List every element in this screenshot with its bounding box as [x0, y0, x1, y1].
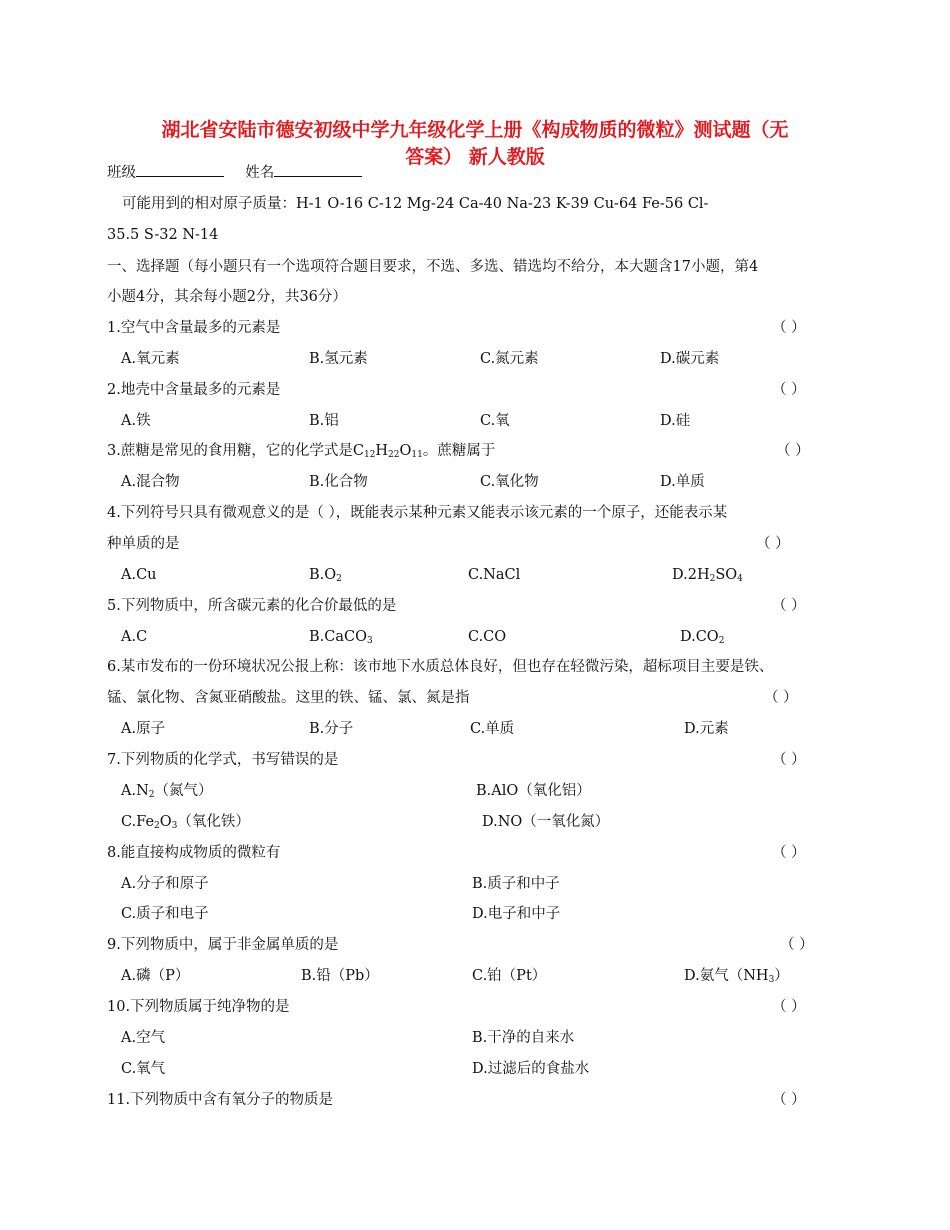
- question-1-stem: 1.空气中含量最多的元素是: [107, 320, 281, 336]
- question-3-option-c: C.氧化物: [480, 474, 539, 490]
- question-3-stem: 3.蔗糖是常见的食用糖，它的化学式是$C_{12}H_{22}O_{11}$。蔗糖属于: [107, 443, 496, 460]
- question-8-answer-bracket: （ ）: [772, 845, 806, 861]
- question-6-stem-line-1: 6.某市发布的一份环境状况公报上称：该市地下水质总体良好，但也存在轻微污染，超标项目主要是铁、: [107, 659, 774, 675]
- question-8-option-d: D.电子和中子: [472, 906, 561, 922]
- question-4-option-d: $D.2H_2SO_4$: [672, 567, 743, 584]
- question-4-option-c: C.NaCl: [468, 567, 521, 583]
- question-9-option-a: A.磷（P）: [121, 968, 190, 984]
- question-1-answer-bracket: （ ）: [772, 320, 806, 336]
- question-7-option-c: $C.Fe_2O_3$（氧化铁）: [121, 814, 250, 831]
- question-4-stem-line-2: 种单质的是: [107, 536, 180, 552]
- question-7-answer-bracket: （ ）: [772, 752, 806, 768]
- question-5-answer-bracket: （ ）: [772, 598, 806, 614]
- question-2-stem: 2.地壳中含量最多的元素是: [107, 382, 281, 398]
- question-1-option-d: D.碳元素: [660, 351, 720, 367]
- question-6-option-d: D.元素: [684, 721, 729, 737]
- question-7-option-d: D.NO（一氧化氮）: [482, 814, 610, 830]
- question-1-option-a: A.氧元素: [121, 351, 180, 367]
- question-4-stem-line-1: 4.下列符号只具有微观意义的是（ ），既能表示某种元素又能表示该元素的一个原子，还能表示某: [107, 505, 728, 521]
- question-6-stem-line-2: 锰、氯化物、含氮亚硝酸盐。这里的铁、锰、氯、氮是指: [107, 690, 470, 706]
- question-7-option-b: B.AlO（氧化铝）: [476, 783, 591, 799]
- question-9-option-c: C.铂（Pt）: [472, 968, 547, 984]
- student-info-line: [107, 162, 362, 183]
- question-10-option-a: A.空气: [121, 1030, 166, 1046]
- question-7-stem: 7.下列物质的化学式，书写错误的是: [107, 752, 339, 768]
- question-9-answer-bracket: （ ）: [780, 937, 814, 953]
- question-8-option-b: B.质子和中子: [472, 876, 560, 892]
- question-3-answer-bracket: （ ）: [776, 443, 810, 459]
- question-1-option-c: C.氮元素: [480, 351, 539, 367]
- question-4-answer-bracket: （ ）: [756, 536, 790, 552]
- question-8-option-c: C.质子和电子: [121, 906, 209, 922]
- question-5-option-c: C.CO: [468, 629, 507, 645]
- question-2-option-c: C.氧: [480, 413, 510, 429]
- question-1-option-b: B.氢元素: [309, 351, 368, 367]
- question-2-option-b: B.铝: [309, 413, 339, 429]
- question-5-option-b: B.CaCO$_3$: [309, 629, 373, 646]
- question-11-stem: 11.下列物质中含有氧分子的物质是: [107, 1092, 334, 1108]
- question-5-stem: 5.下列物质中，所含碳元素的化合价最低的是: [107, 598, 397, 614]
- question-3-option-d: D.单质: [660, 474, 705, 490]
- question-4-option-a: A.Cu: [121, 567, 157, 583]
- question-2-option-a: A.铁: [121, 413, 151, 429]
- question-10-option-d: D.过滤后的食盐水: [472, 1061, 590, 1077]
- question-8-stem: 8.能直接构成物质的微粒有: [107, 845, 281, 861]
- section-instructions-line-2: 小题4分，其余每小题2分，共36分）: [107, 289, 347, 305]
- question-7-option-a: $A.N_2$（氮气）: [121, 783, 213, 800]
- question-10-stem: 10.下列物质属于纯净物的是: [107, 999, 290, 1015]
- question-5-option-d: $D.CO_2$: [680, 629, 725, 646]
- question-11-answer-bracket: （ ）: [772, 1092, 806, 1108]
- question-9-stem: 9.下列物质中，属于非金属单质的是: [107, 937, 339, 953]
- class-blank: [136, 162, 224, 177]
- question-5-option-a: A.C: [121, 629, 148, 645]
- question-10-option-b: B.干净的自来水: [472, 1030, 575, 1046]
- section-instructions-line-1: 一、选择题（每小题只有一个选项符合题目要求，不选、多选、错选均不给分，本大题含17小题，第4: [107, 259, 759, 275]
- name-label: 姓名: [245, 165, 275, 181]
- question-3-option-a: A.混合物: [121, 474, 180, 490]
- question-6-option-b: B.分子: [309, 721, 354, 737]
- question-6-option-c: C.单质: [470, 721, 515, 737]
- question-10-option-c: C.氧气: [121, 1061, 166, 1077]
- question-6-answer-bracket: （ ）: [764, 690, 798, 706]
- atomic-mass-line-1: 可能用到的相对原子质量：H-1 O-16 C-12 Mg-24 Ca-40 Na-23 K-39 Cu-64 Fe-56 Cl-: [122, 196, 709, 212]
- question-2-answer-bracket: （ ）: [772, 382, 806, 398]
- document-title-line-2: 答案） 新人教版: [405, 146, 545, 168]
- question-6-option-a: A.原子: [121, 721, 166, 737]
- class-label: 班级: [107, 165, 136, 181]
- question-8-option-a: A.分子和原子: [121, 876, 209, 892]
- question-9-option-d: D.氨气$(NH_3)$: [684, 968, 789, 985]
- name-blank: [274, 162, 362, 177]
- question-10-answer-bracket: （ ）: [772, 999, 806, 1015]
- question-3-option-b: B.化合物: [309, 474, 368, 490]
- question-4-option-b: $B.O_2$: [309, 567, 342, 584]
- question-9-option-b: B.铅（Pb）: [301, 968, 379, 984]
- atomic-mass-line-2: 35.5 S-32 N-14: [107, 227, 219, 243]
- question-2-option-d: D.硅: [660, 413, 691, 429]
- document-title-line-1: 湖北省安陆市德安初级中学九年级化学上册《构成物质的微粒》测试题（无: [161, 119, 789, 141]
